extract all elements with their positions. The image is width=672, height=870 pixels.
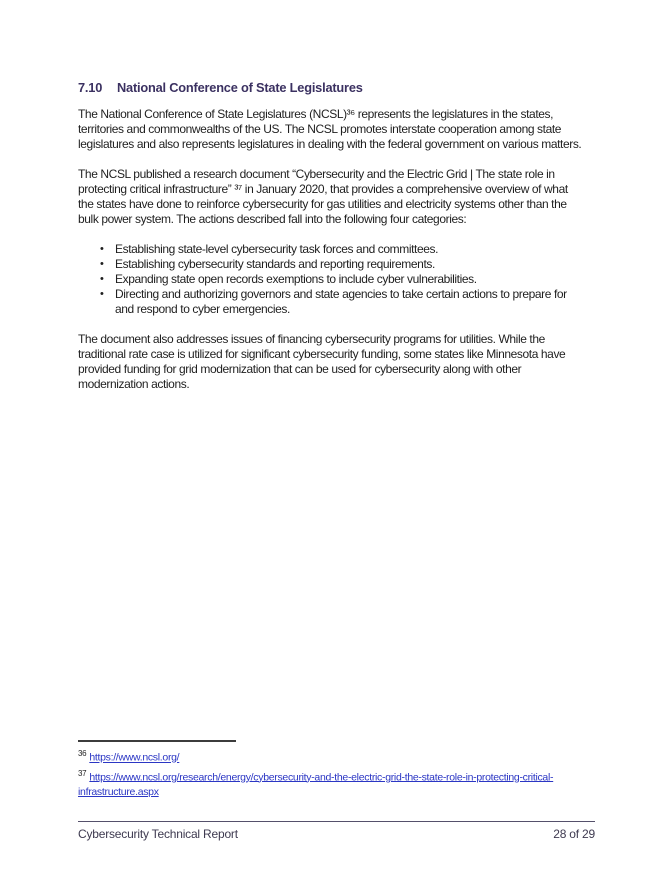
bullet-text: Establishing cybersecurity standards and reporting requirements. — [115, 257, 435, 271]
footnotes-section — [78, 740, 618, 800]
footnote-marker: 37 — [78, 768, 87, 778]
bullet-item — [78, 257, 598, 272]
page-footer — [78, 821, 595, 841]
page-number: 28 of 29 — [553, 827, 595, 841]
bullet-item — [78, 272, 598, 287]
footnote-37 — [78, 766, 618, 801]
footnote-marker: 36 — [78, 749, 87, 758]
bullet-text: Directing and authorizing governors and state agencies to take certain actions to prepare for and respond to cyber emergencies. — [115, 287, 567, 316]
bullet-text: Expanding state open records exemptions to include cyber vulnerabilities. — [115, 272, 477, 286]
footer-report-title: Cybersecurity Technical Report — [78, 827, 238, 841]
bullet-icon: • — [100, 288, 104, 300]
page-content — [78, 80, 598, 407]
footer-separator — [78, 821, 595, 822]
footnote-link-research[interactable]: https://www.ncsl.org/research/energy/cybersecurity-and-the-electric-grid-the-state-role-in-protecting-critical- infrastructure.aspx — [78, 771, 554, 798]
paragraph-research-document: The NCSL published a research document “Cybersecurity and the Electric Grid | The state role in protecting critical infrastructure” ³⁷ in January 2020, that provides a comprehensive overview of what the states have done to reinforce cybersecurity for gas utilities and electricity systems other than the bulk power system. The actions described fall into the following four categories: — [78, 167, 568, 226]
bullet-icon: • — [100, 243, 104, 255]
footnote-36 — [78, 746, 618, 766]
bullet-text: Establishing state-level cybersecurity task forces and committees. — [115, 242, 439, 256]
section-title: National Conference of State Legislatures — [117, 80, 363, 95]
bullet-icon: • — [100, 258, 104, 270]
footnote-separator — [78, 740, 236, 742]
bullet-list — [78, 242, 598, 317]
section-number: 7.10 — [78, 80, 103, 95]
bullet-icon: • — [100, 273, 104, 285]
bullet-item — [78, 287, 598, 317]
paragraph-financing: The document also addresses issues of financing cybersecurity programs for utilities. While the traditional rate case is utilized for significant cybersecurity funding, some states like Minnesota have provided funding for grid modernization that can be used for cybersecurity along with other modernization actions. — [78, 332, 566, 391]
footnote-link-ncsl[interactable]: https://www.ncsl.org/ — [89, 751, 180, 764]
paragraph-intro: The National Conference of State Legislatures (NCSL)³⁶ represents the legislatures in the states, territories and commonwealths of the US. The NCSL promotes interstate cooperation among state legislatures and also represents legislatures in dealing with the federal government on various matters. — [78, 107, 582, 151]
section-heading — [78, 80, 598, 95]
bullet-item — [78, 242, 598, 257]
